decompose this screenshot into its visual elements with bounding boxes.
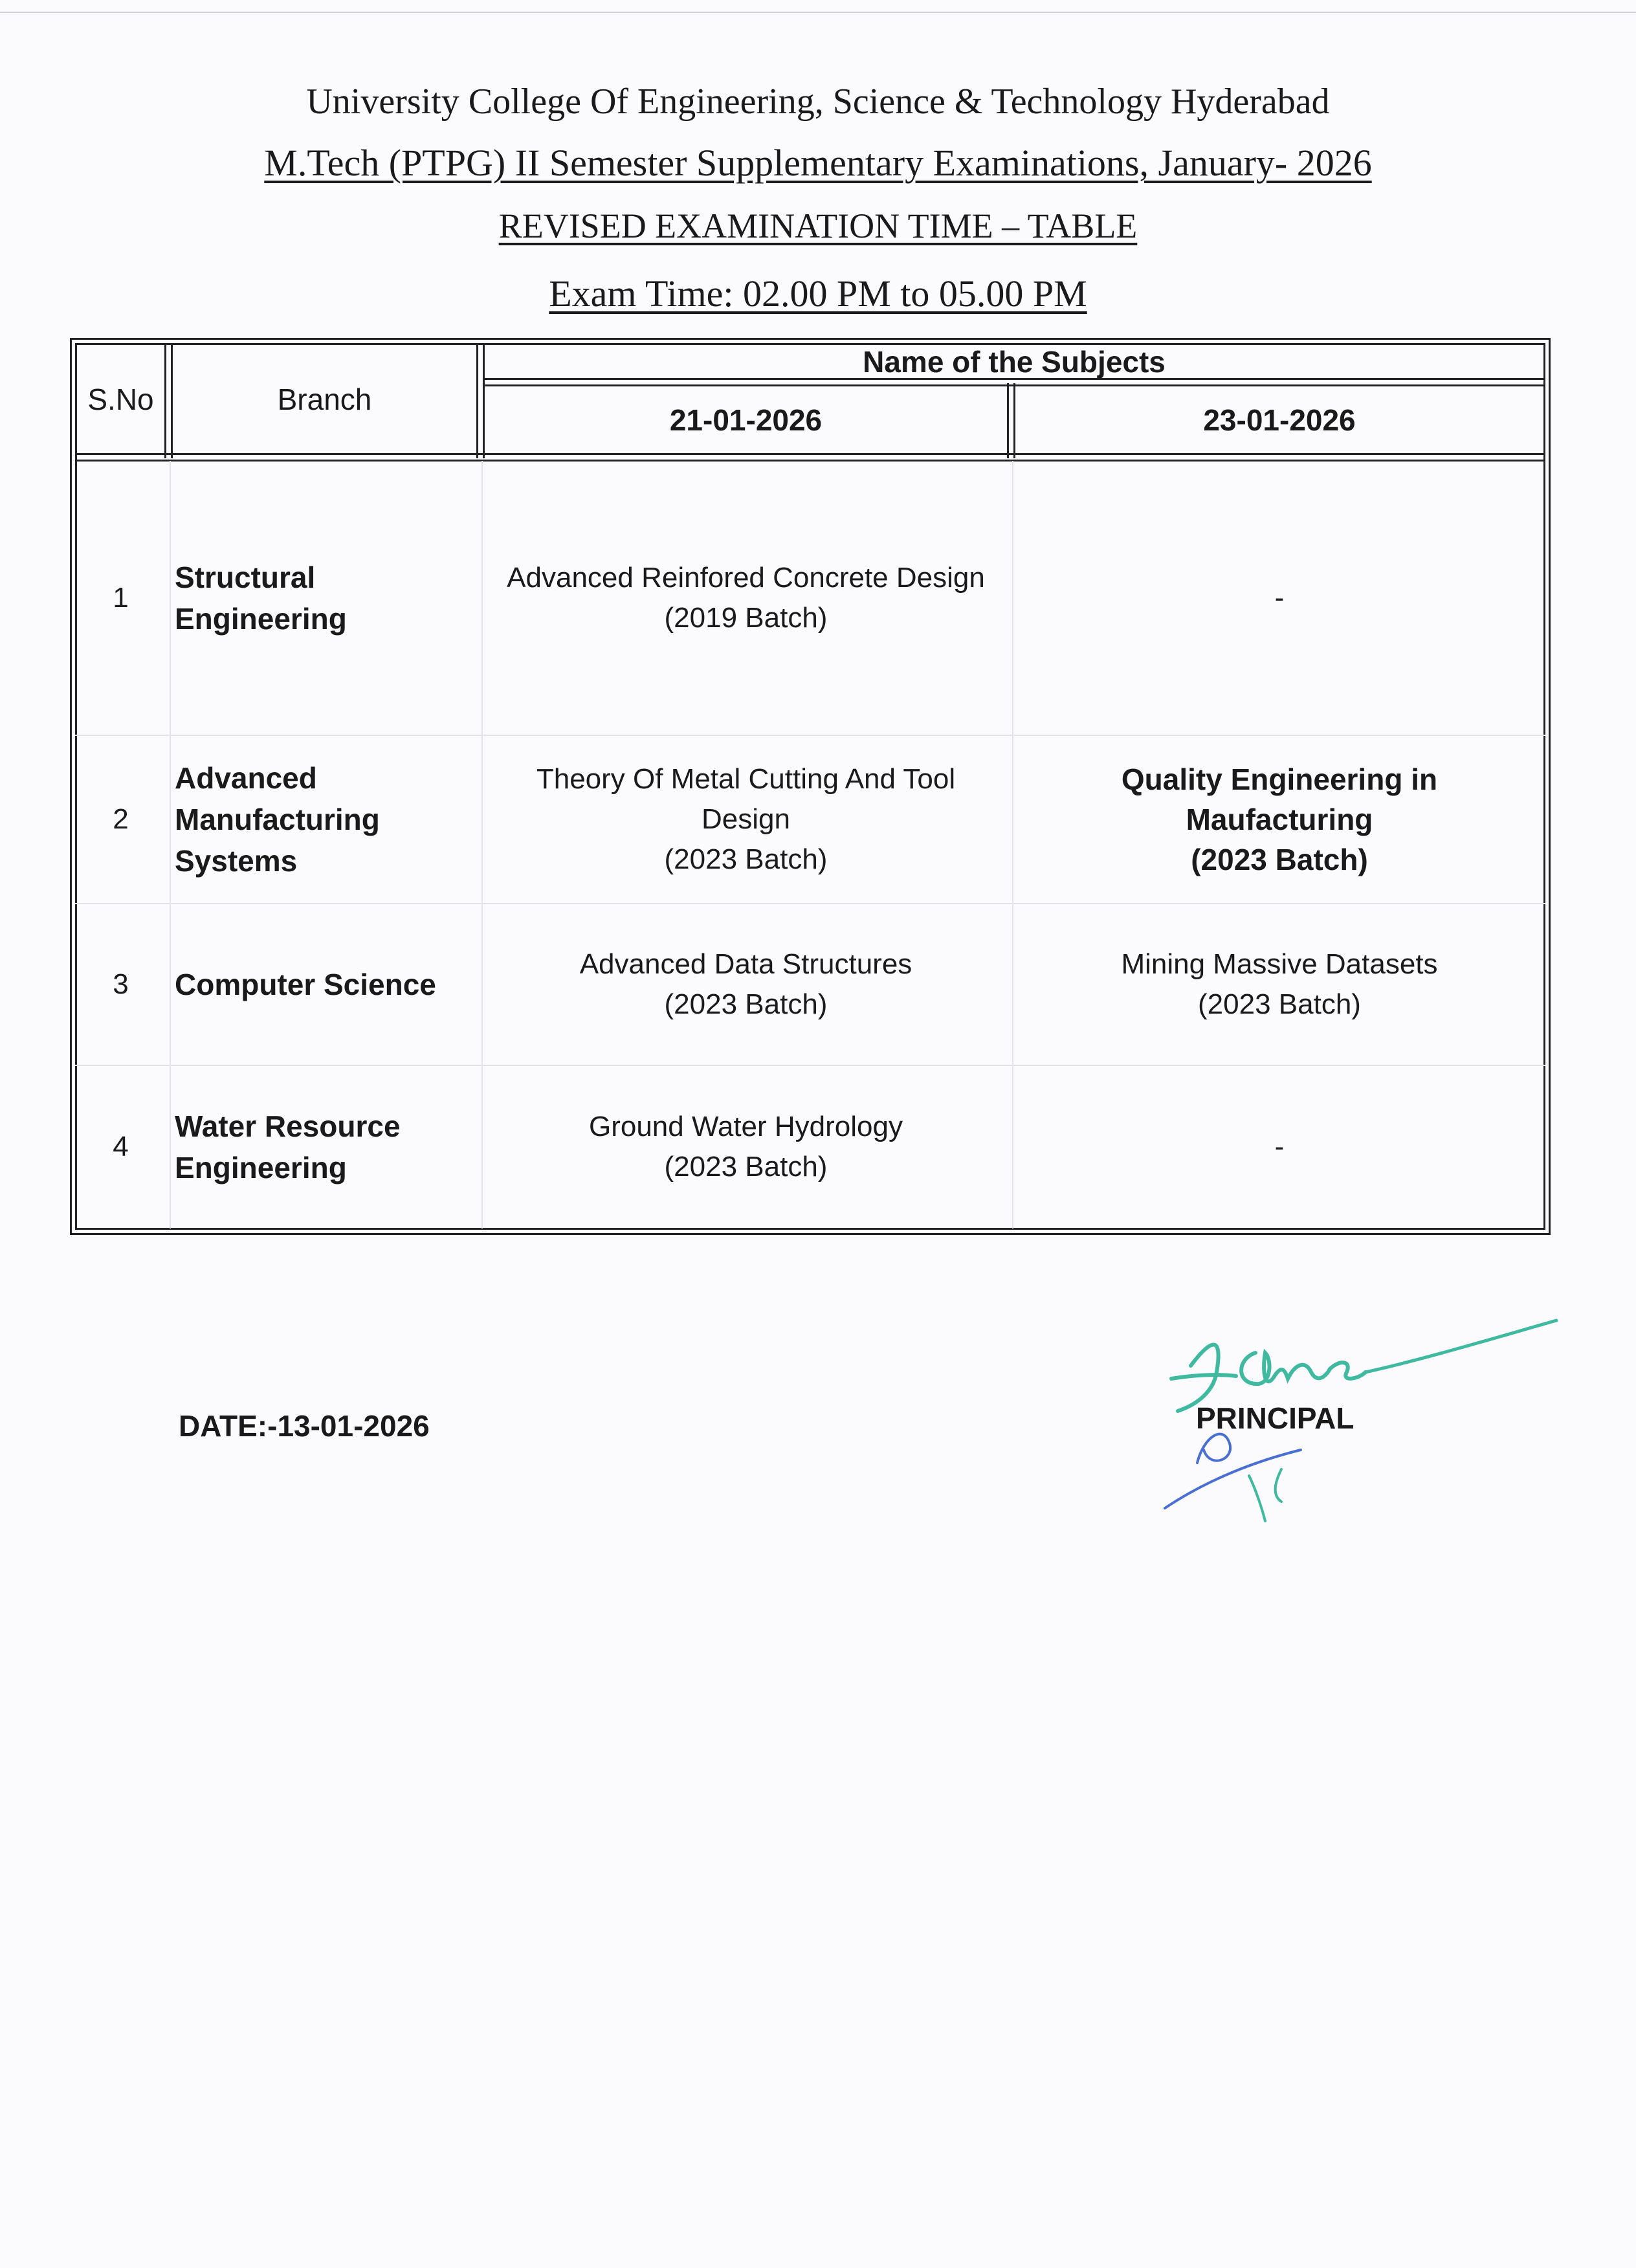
subject-batch: (2023 Batch) xyxy=(664,1151,828,1183)
principal-title: PRINCIPAL xyxy=(1196,1401,1354,1435)
timetable-title-text: REVISED EXAMINATION TIME – TABLE xyxy=(498,206,1138,245)
divider xyxy=(164,343,166,458)
exam-title-text: M.Tech (PTPG) II Semester Supplementary Examinations, January- 2026 xyxy=(264,142,1372,184)
row-1-branch: Structural Engineering xyxy=(175,561,347,636)
row-1-date2-subject: - xyxy=(1274,582,1285,614)
divider xyxy=(476,343,478,458)
row-3-sno: 3 xyxy=(113,968,129,1000)
subject-name: Advanced Data Structures xyxy=(579,948,912,980)
column-header-date1: 21-01-2026 xyxy=(669,403,823,437)
column-header-sno: S.No xyxy=(87,382,154,416)
timetable-title xyxy=(0,206,1636,246)
subject-batch: (2023 Batch) xyxy=(1191,843,1368,876)
divider xyxy=(1007,383,1009,458)
subject-batch: (2019 Batch) xyxy=(664,602,828,634)
row-3-branch: Computer Science xyxy=(175,968,436,1001)
row-4-sno: 4 xyxy=(113,1131,129,1162)
page-top-edge xyxy=(0,12,1636,13)
subject-batch: (2023 Batch) xyxy=(664,988,828,1020)
row-3-date2-subject xyxy=(1015,904,1543,1065)
row-4-branch: Water Resource Engineering xyxy=(175,1109,401,1184)
row-2-branch: Advanced Manufacturing Systems xyxy=(175,761,380,878)
subject-name: Quality Engineering in Maufacturing xyxy=(1121,762,1438,836)
column-header-date2: 23-01-2026 xyxy=(1203,403,1356,437)
row-1-sno: 1 xyxy=(113,582,129,614)
subject-name: Theory Of Metal Cutting And Tool Design xyxy=(536,763,956,835)
issue-date: DATE:-13-01-2026 xyxy=(179,1409,430,1443)
exam-title xyxy=(0,141,1636,184)
column-header-subjects: Name of the Subjects xyxy=(863,344,1166,379)
row-3-date1-subject xyxy=(485,904,1007,1065)
subject-name: Mining Massive Datasets xyxy=(1121,948,1438,980)
row-4-date1-subject xyxy=(485,1066,1007,1228)
column-header-branch: Branch xyxy=(277,382,372,416)
subject-name: Ground Water Hydrology xyxy=(588,1111,903,1142)
subject-batch: (2023 Batch) xyxy=(664,843,828,875)
row-2-date2-subject xyxy=(1015,736,1543,903)
divider xyxy=(481,461,483,1228)
row-2-date1-subject xyxy=(485,736,1007,903)
institution-name: University College Of Engineering, Science & Technology Hyderabad xyxy=(306,82,1330,122)
row-1-date1-subject xyxy=(485,461,1007,735)
subject-name: Advanced Reinfored Concrete Design xyxy=(507,562,985,594)
divider xyxy=(1012,461,1013,1228)
row-2-sno: 2 xyxy=(113,803,129,835)
exam-time xyxy=(0,272,1636,315)
exam-time-text: Exam Time: 02.00 PM to 05.00 PM xyxy=(549,272,1087,315)
subject-batch: (2023 Batch) xyxy=(1198,988,1361,1020)
divider xyxy=(75,453,1545,455)
row-4-date2-subject: - xyxy=(1274,1131,1285,1162)
